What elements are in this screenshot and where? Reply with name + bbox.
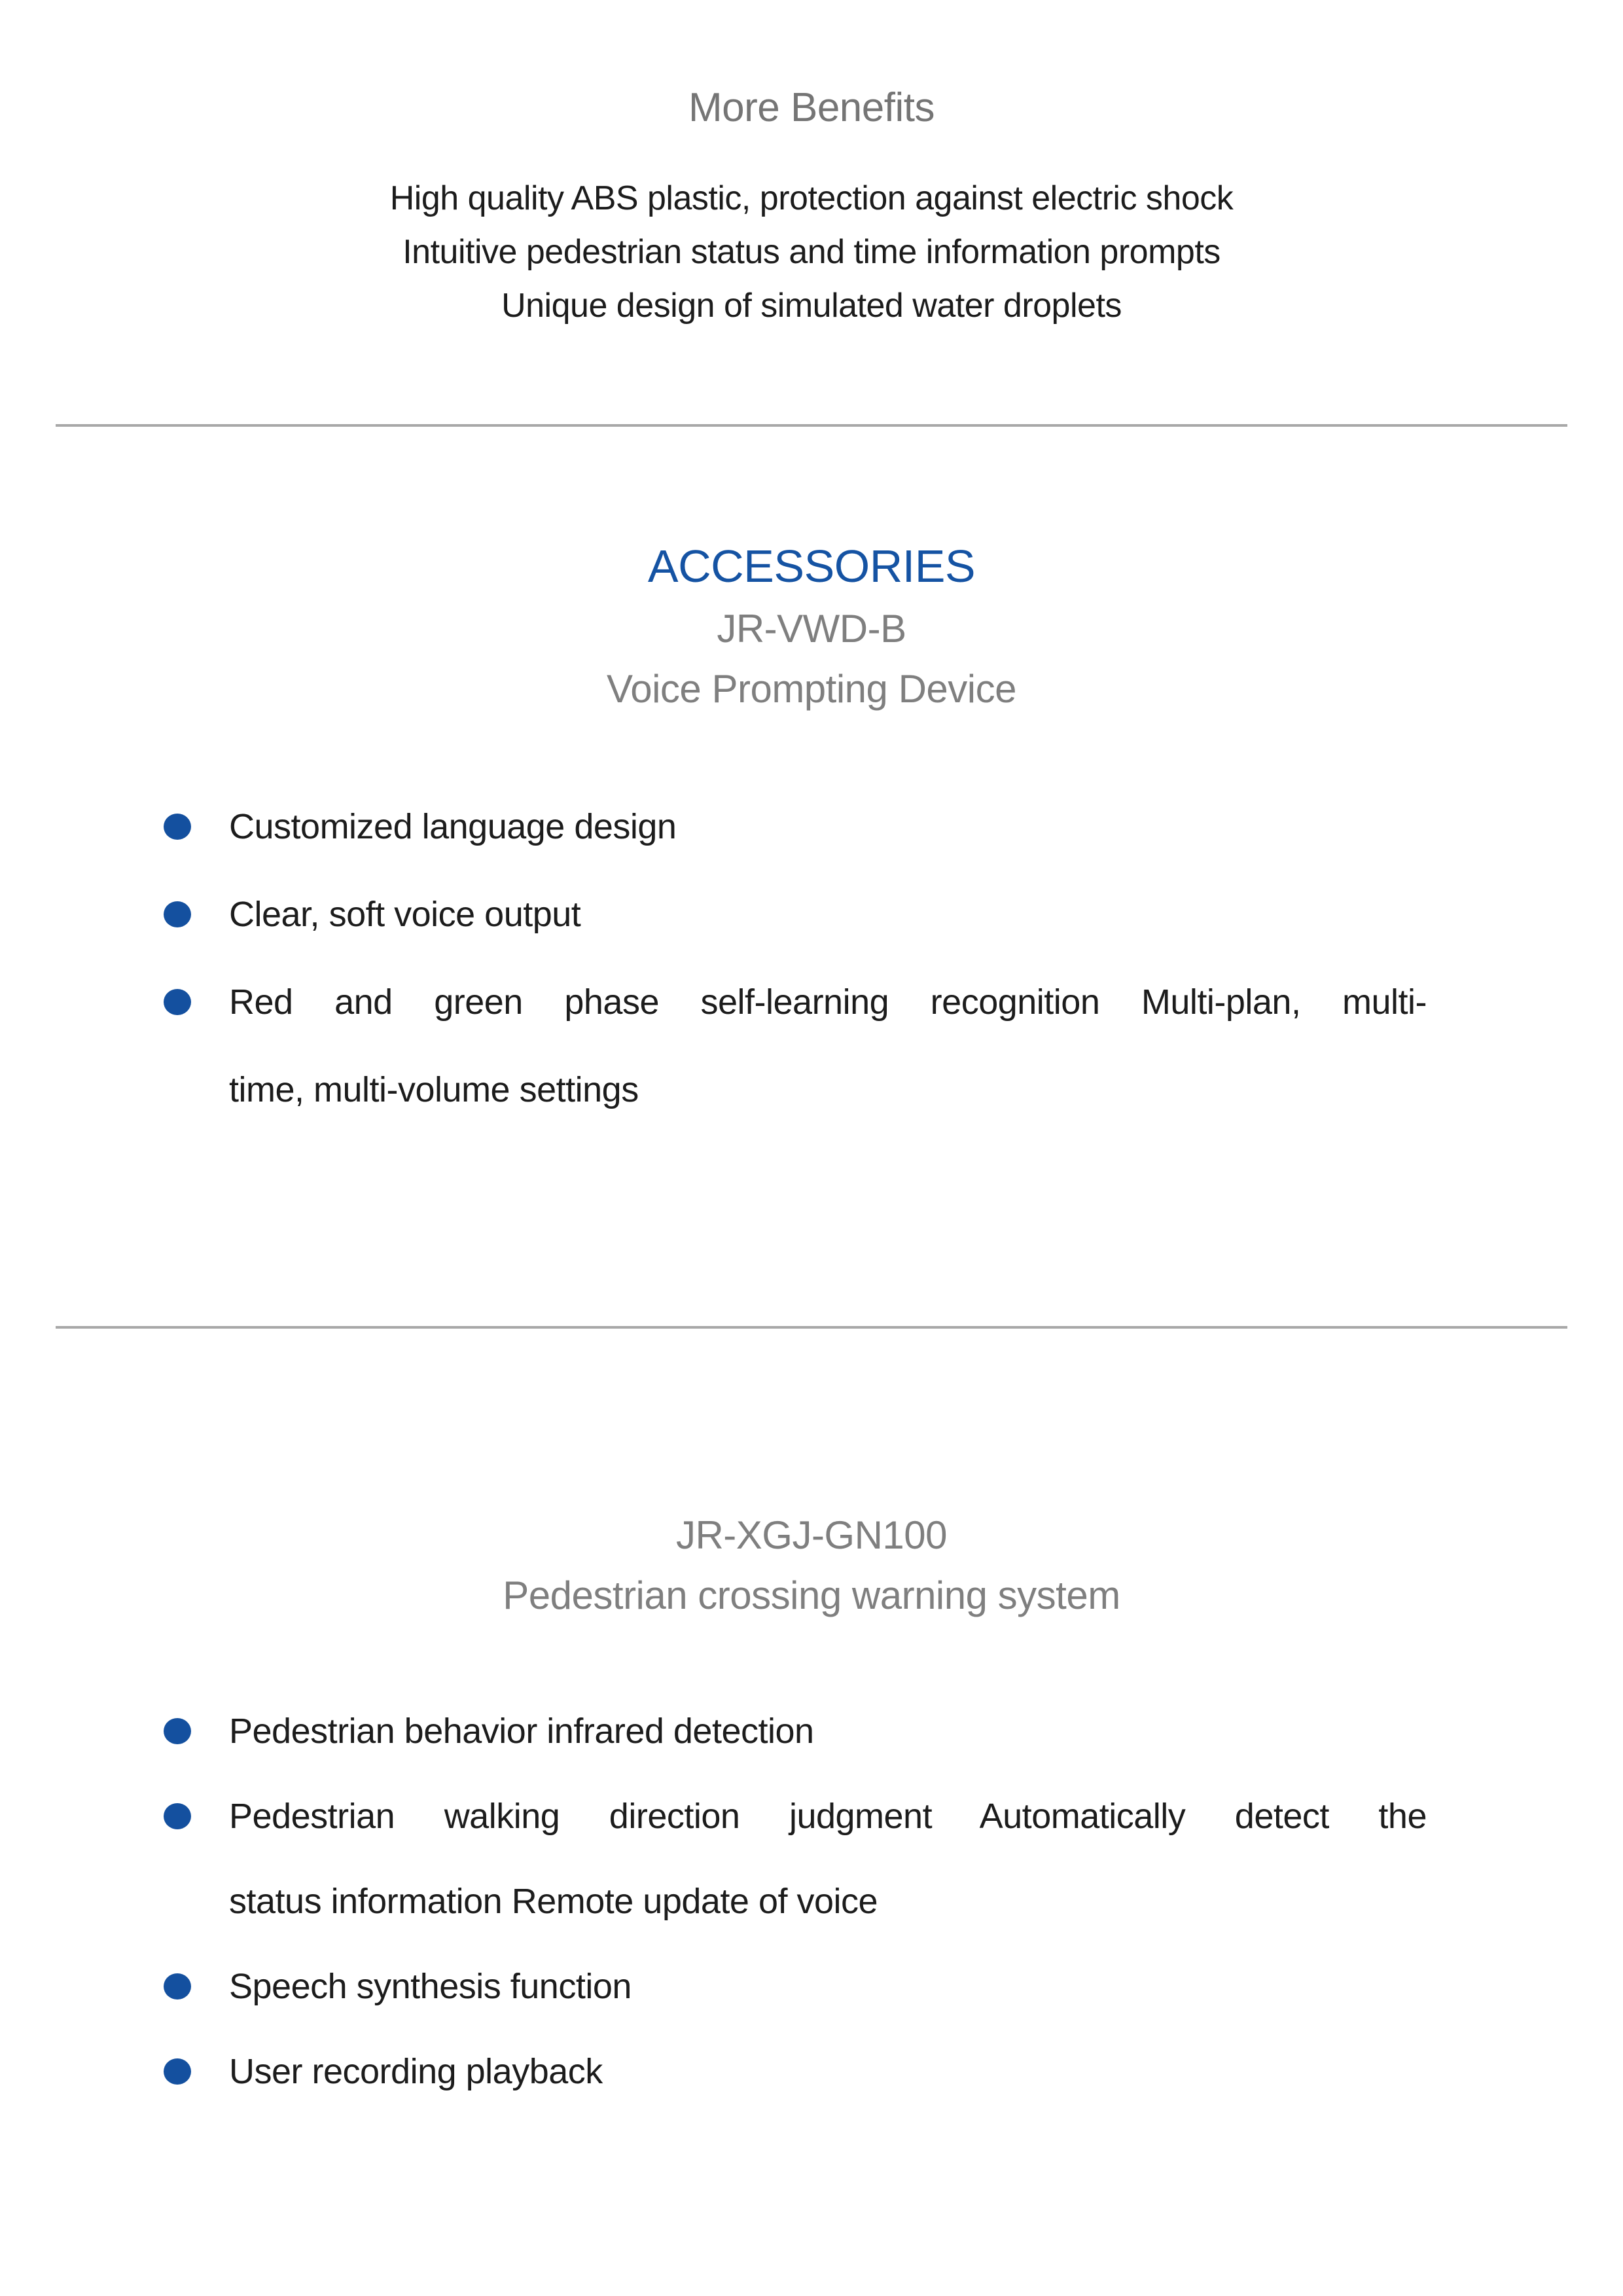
accessories-section-title: ACCESSORIES [647, 541, 976, 592]
feature-text: Speech synthesis function [229, 1967, 632, 2006]
list-item [164, 1944, 1427, 2029]
feature-text: time, multi-volume settings [229, 1070, 639, 1109]
feature-text: Red and green phase self-learning recognition Multi-plan, multi- [229, 982, 1427, 1022]
bullet-dot-icon [164, 1718, 191, 1744]
benefit-line: Unique design of simulated water droplets [501, 287, 1122, 325]
feature-text: Pedestrian behavior infrared detection [229, 1712, 814, 1751]
feature-text: User recording playback [229, 2052, 603, 2091]
accessories-feature-list [164, 783, 1427, 1134]
list-item [164, 783, 1427, 870]
list-item [164, 958, 1427, 1134]
list-item [164, 1689, 1427, 1774]
feature-text: Pedestrian walking direction judgment Automatically detect the [229, 1797, 1427, 1836]
warning-system-product-name: Pedestrian crossing warning system [503, 1573, 1120, 1617]
section-divider [56, 424, 1567, 427]
bullet-dot-icon [164, 2058, 191, 2085]
feature-text: status information Remote update of voice [229, 1882, 878, 1921]
bullet-dot-icon [164, 989, 191, 1015]
section-divider [56, 1326, 1567, 1329]
warning-system-feature-list [164, 1689, 1427, 2114]
list-item [164, 1774, 1427, 1944]
more-benefits-text-block [0, 171, 1623, 332]
list-item [164, 2029, 1427, 2114]
accessories-product-name: Voice Prompting Device [607, 667, 1016, 711]
bullet-dot-icon [164, 814, 191, 840]
benefit-line: High quality ABS plastic, protection against electric shock [389, 179, 1234, 217]
feature-text: Clear, soft voice output [229, 895, 581, 934]
accessories-model-number: JR-VWD-B [717, 607, 906, 651]
more-benefits-title: More Benefits [688, 85, 935, 130]
benefit-line: Intuitive pedestrian status and time information prompts [402, 233, 1221, 271]
warning-system-model-number: JR-XGJ-GN100 [675, 1513, 948, 1557]
warning-system-heading [0, 1505, 1623, 1626]
feature-text: Customized language design [229, 807, 677, 846]
list-item [164, 870, 1427, 958]
bullet-dot-icon [164, 901, 191, 927]
bullet-dot-icon [164, 1973, 191, 2000]
bullet-dot-icon [164, 1803, 191, 1829]
